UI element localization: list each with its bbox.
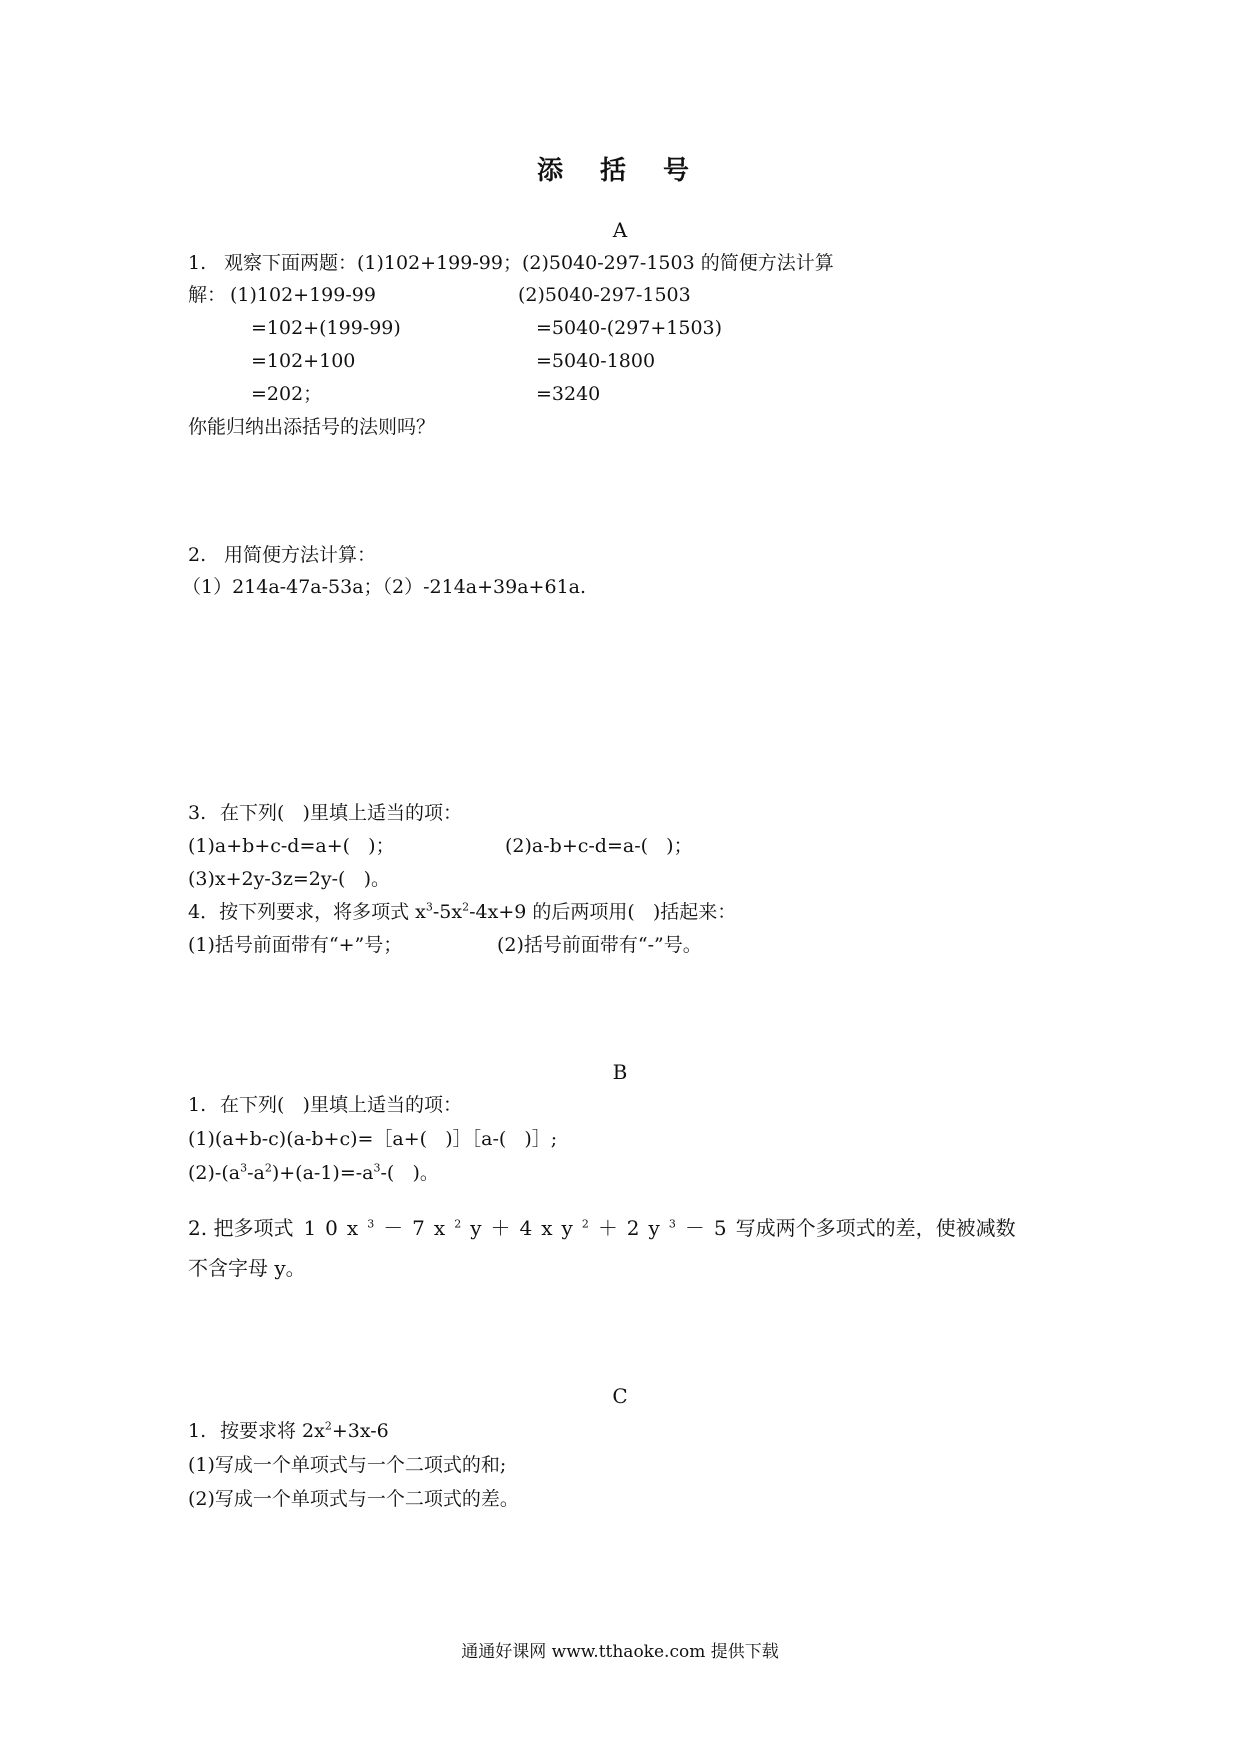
section-b-label: B [612, 1060, 628, 1084]
a-q2-text: 用简便方法计算： [224, 544, 377, 566]
a-q1-text: 观察下面两题：(1)102+199-99；(2)5040-297-1503 的简便方法计算 [224, 252, 834, 274]
a-q1-right-step: =5040-1800 [536, 350, 656, 372]
c-q1-number: 1. [188, 1420, 207, 1442]
a-q2-parts: （1）214a-47a-53a；（2）-214a+39a+61a. [182, 576, 587, 598]
a-q1-solution-prefix: 解： [188, 284, 227, 306]
a-q4-text: 4．按下列要求，将多项式 $x^3-5x^2-4x+9$ 的后两项用( )括起来： [188, 900, 737, 923]
c-q1-part-2: (2)写成一个单项式与一个二项式的差。 [188, 1488, 519, 1510]
a-q3-number: 3. [188, 802, 207, 824]
a-q1-right-step: =5040-(297+1503) [536, 317, 723, 339]
a-q1-question: 你能归纳出添括号的法则吗？ [188, 416, 436, 438]
b-q1-number: 1. [188, 1094, 207, 1116]
footer-credit: 通通好课网 www.tthaoke.com 提供下载 [461, 1642, 779, 1662]
a-q1-right-step: =3240 [536, 383, 601, 405]
a-q2-number: 2. [188, 544, 207, 566]
c-q1-text: 按要求将 $2x^2+3x-6$ [220, 1419, 389, 1442]
a-q1-number: 1. [188, 252, 207, 274]
a-q3-text: 在下列( )里填上适当的项： [220, 802, 462, 824]
a-q3-part-1: (1)a+b+c-d=a+( )； [188, 835, 395, 857]
section-c-label: C [612, 1384, 628, 1408]
page-title: 添 括 号 [536, 156, 704, 186]
b-q1-text: 在下列( )里填上适当的项： [220, 1094, 462, 1116]
section-a-label: A [612, 218, 628, 242]
a-q4-part-2: (2)括号前面带有“-”号。 [497, 934, 702, 956]
b-q1-part-1: (1)(a+b-c)(a-b+c)=［a+( )］［a-( )］; [188, 1128, 558, 1150]
a-q1-left-step: =102+(199-99) [251, 317, 401, 339]
a-q3-part-3: (3)x+2y-3z=2y-( )。 [188, 868, 390, 890]
c-q1-part-1: (1)写成一个单项式与一个二项式的和; [188, 1454, 507, 1476]
a-q1-right-step: (2)5040-297-1503 [518, 284, 691, 306]
a-q1-left-step: =102+100 [251, 350, 356, 372]
a-q3-part-2: (2)a-b+c-d=a-( )； [505, 835, 693, 857]
b-q2-line-2: 不含字母 y。 [188, 1256, 306, 1280]
a-q4-part-1: (1)括号前面带有“+”号； [188, 934, 403, 956]
a-q1-left-step: =202； [251, 383, 323, 405]
b-q1-part-2: $(2)-(a^3-a^2)+(a-1)=-a^3-$( )。 [188, 1161, 439, 1184]
a-q1-left-step: (1)102+199-99 [230, 284, 376, 306]
b-q2-line-1: 2. 把多项式 $10x^3-7x^2y+4xy^2+2y^3-5$写成两个多项式的差，使被减数 [188, 1216, 1016, 1240]
